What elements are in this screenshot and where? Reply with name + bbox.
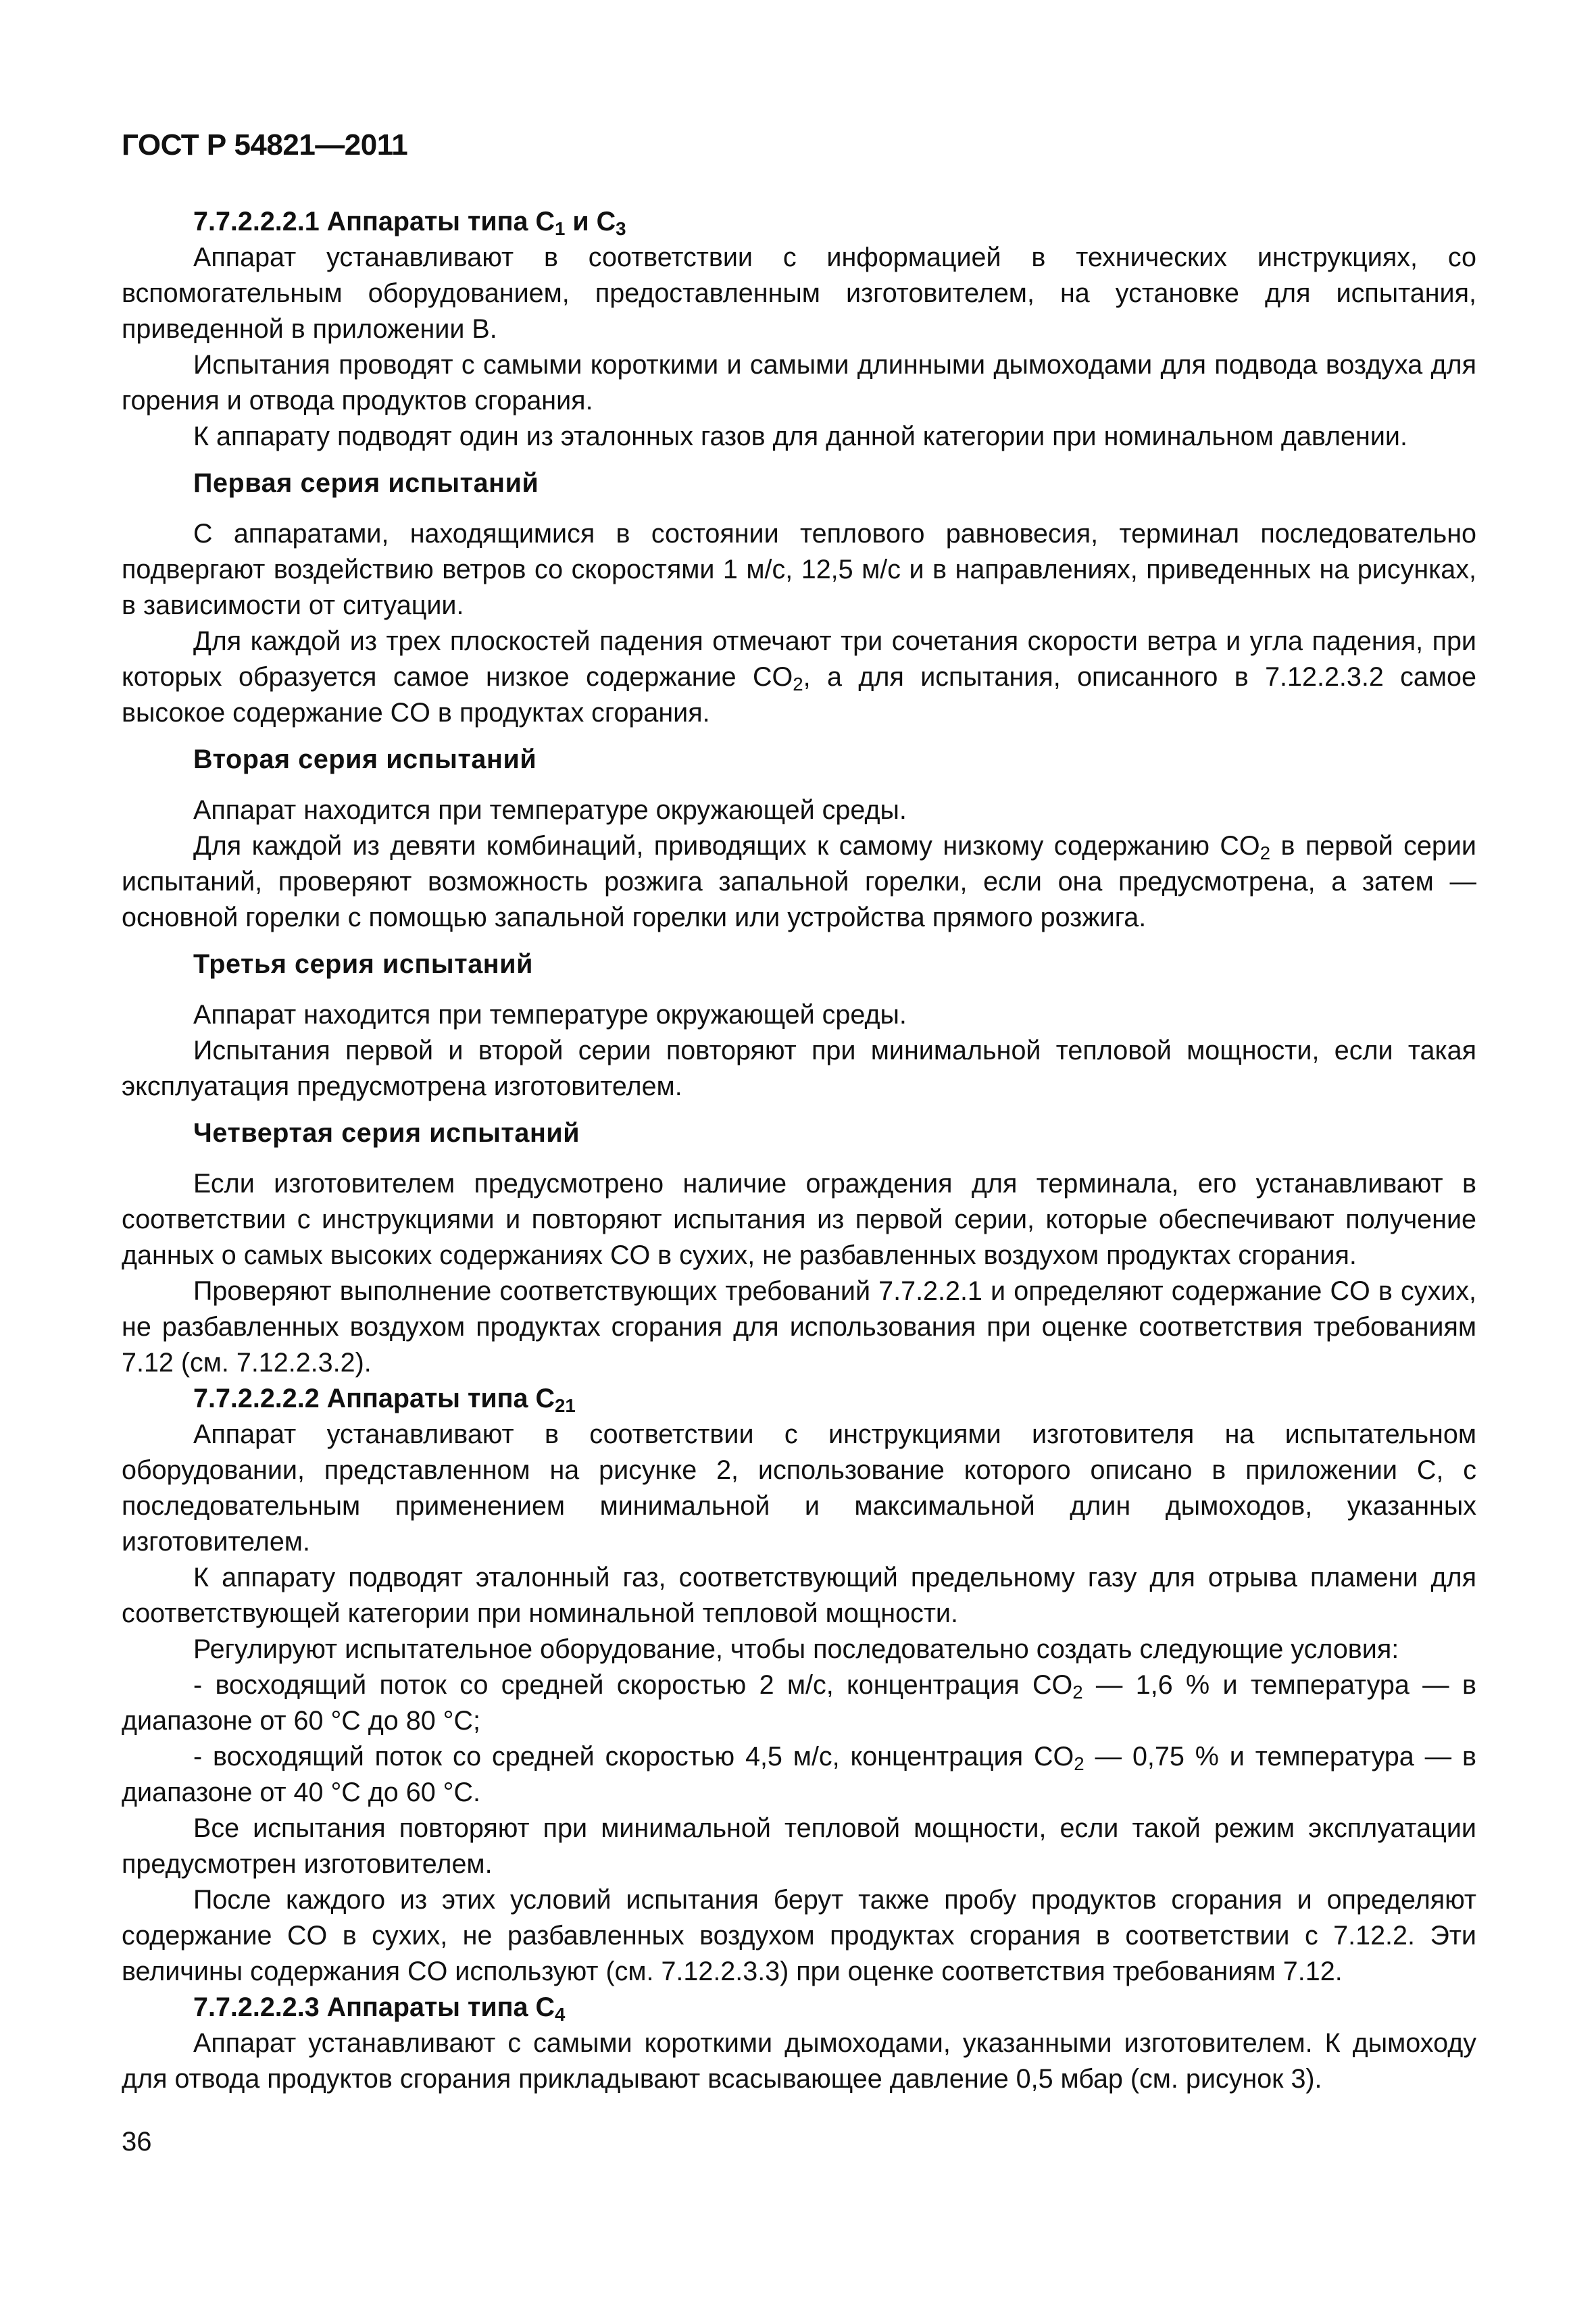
page-number: 36	[122, 2127, 152, 2157]
paragraph: К аппарату подводят эталонный газ, соответствующий предельному газу для отрыва пламени для соответствующей категории при номинальной тепловой мощности.	[122, 1563, 1476, 1628]
document-code-header: ГОСТ Р 54821—2011	[122, 128, 408, 161]
paragraph: Все испытания повторяют при минимальной тепловой мощности, если такой режим эксплуатации предусмотрен изготовителем.	[122, 1813, 1476, 1879]
paragraph: После каждого из этих условий испытания берут также пробу продуктов сгорания и определяют содержание CO в сухих, не разбавленных воздухом продуктах сгорания в соответствии с 7.12.2. Эти величины содержания CO используют (см. 7.12.2.3.3) при оценке соответствия требованиям 7.12.	[122, 1885, 1476, 1986]
list-item: - восходящий поток со средней скоростью 4,5 м/с, концентрация $CO_2$ — 0,75 % и температура — в диапазоне от 40 °C до 60 °C.	[122, 1742, 1476, 1807]
paragraph: Для каждой из трех плоскостей падения отмечают три сочетания скорости ветра и угла падения, при которых образуется самое низкое содержание $CO_2$, а для испытания, описанного в 7.12.2.3.2 самое высокое содержание CO в продуктах сгорания.	[122, 626, 1476, 728]
series-heading-1: Первая серия испытаний	[193, 468, 539, 498]
paragraph: Аппарат находится при температуре окружающей среды.	[193, 795, 907, 825]
paragraph: Испытания проводят с самыми короткими и самыми длинными дымоходами для подвода воздуха для горения и отвода продуктов сгорания.	[122, 350, 1476, 416]
series-heading-2: Вторая серия испытаний	[193, 745, 537, 774]
paragraph: Аппарат устанавливают в соответствии с инструкциями изготовителя на испытательном оборудовании, представленном на рисунке 2, использование которого описано в приложении С, с последовательным применением минимальной и максимальной длин дымоходов, указанных изготовителем.	[122, 1419, 1476, 1557]
paragraph: Аппарат устанавливают в соответствии с информацией в технических инструкциях, со вспомогательным оборудованием, предоставленным изготовителем, на установке для испытания, приведенной в приложении В.	[122, 243, 1476, 344]
paragraph: Аппарат устанавливают с самыми короткими дымоходами, указанными изготовителем. К дымоходу для отвода продуктов сгорания прикладывают всасывающее давление 0,5 мбар (см. рисунок 3).	[122, 2028, 1476, 2094]
document-body	[122, 201, 1476, 2097]
series-heading-3: Третья серия испытаний	[193, 949, 533, 979]
paragraph: Для каждой из девяти комбинаций, приводящих к самому низкому содержанию $CO_2$ в первой серии испытаний, проверяют возможность розжига запальной горелки, если она предусмотрена, а затем — основной горелки с помощью запальной горелки или устройства прямого розжига.	[122, 831, 1476, 932]
list-item: - восходящий поток со средней скоростью 2 м/с, концентрация $CO_2$ — 1,6 % и температура — в диапазоне от 60 °C до 80 °C;	[122, 1670, 1476, 1736]
paragraph: С аппаратами, находящимися в состоянии теплового равновесия, терминал последовательно подвергают воздействию ветров со скоростями 1 м/с, 12,5 м/с и в направлениях, приведенных на рисунках, в зависимости от ситуации.	[122, 519, 1476, 620]
paragraph: Аппарат находится при температуре окружающей среды.	[193, 1000, 907, 1030]
series-heading-4: Четвертая серия испытаний	[193, 1118, 580, 1148]
section-heading-c4: 7.7.2.2.2.3 Аппараты типа $C_4$	[193, 1992, 566, 2025]
paragraph: К аппарату подводят один из эталонных газов для данной категории при номинальном давлении.	[193, 422, 1407, 451]
section-heading-c21: 7.7.2.2.2.2 Аппараты типа $C_{21}$	[193, 1384, 576, 1416]
paragraph: Регулируют испытательное оборудование, чтобы последовательно создать следующие условия:	[193, 1634, 1399, 1664]
paragraph: Испытания первой и второй серии повторяют при минимальной тепловой мощности, если такая эксплуатация предусмотрена изготовителем.	[122, 1036, 1476, 1101]
paragraph: Проверяют выполнение соответствующих требований 7.7.2.2.1 и определяют содержание CO в сухих, не разбавленных воздухом продуктах сгорания для использования при оценке соответствия требованиям 7.12 (см. 7.12.2.3.2).	[122, 1276, 1476, 1378]
section-heading-c1-c3: 7.7.2.2.2.1 Аппараты типа $C_1$ и $C_3$	[193, 207, 626, 239]
paragraph: Если изготовителем предусмотрено наличие ограждения для терминала, его устанавливают в соответствии с инструкциями и повторяют испытания из первой серии, которые обеспечивают получение данных о самых высоких содержаниях CO в сухих, не разбавленных воздухом продуктах сгорания.	[122, 1169, 1476, 1270]
